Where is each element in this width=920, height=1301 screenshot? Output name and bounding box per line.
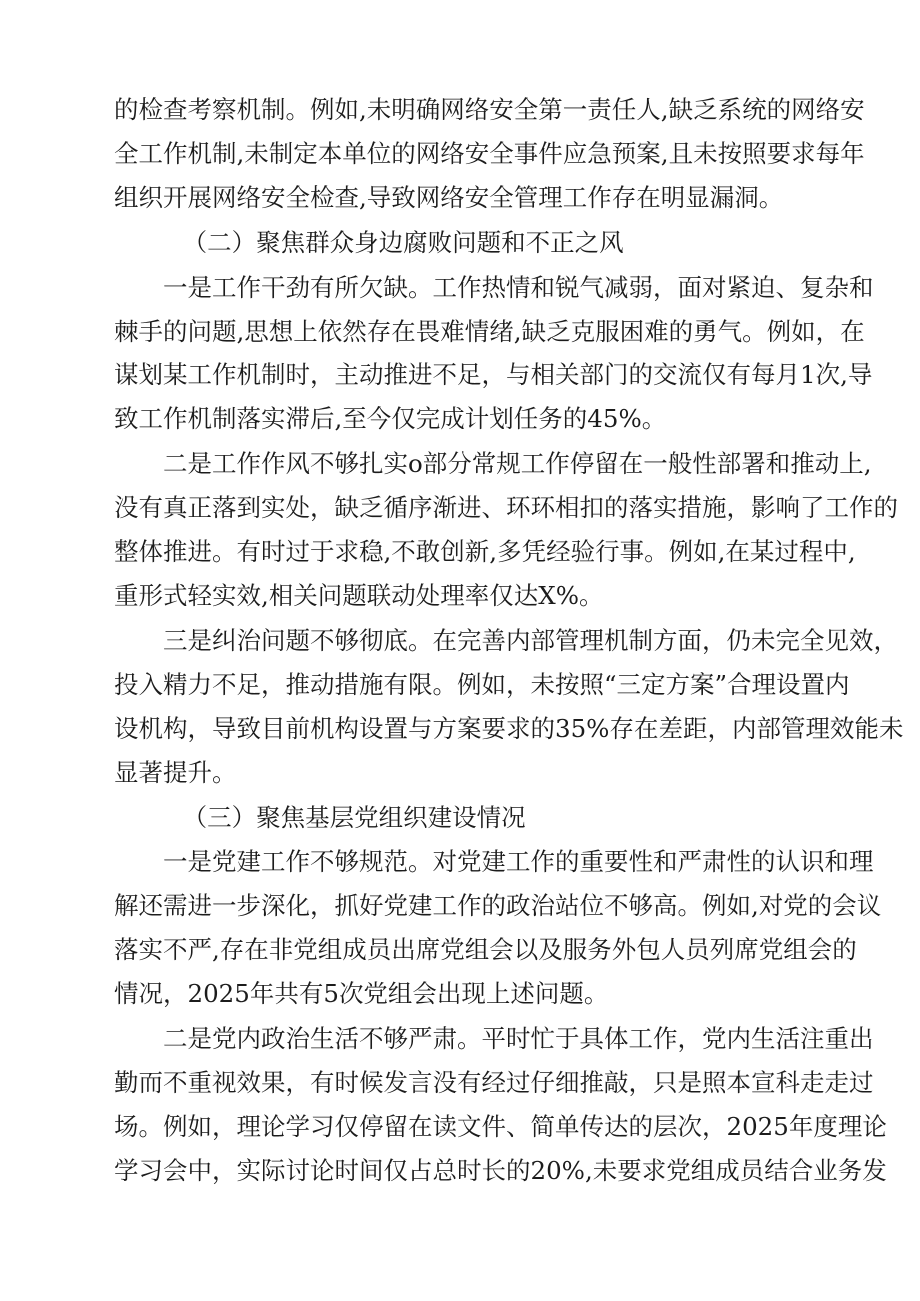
text-line: 棘手的问题,思想上依然存在畏难情绪,缺乏克服困难的勇气。例如，在 xyxy=(114,316,865,346)
paragraph-continuation xyxy=(114,88,865,220)
paragraph-rectification xyxy=(114,619,904,795)
text-line: 情况，2025年共有5次党组会出现上述问题。 xyxy=(114,979,609,1009)
document-body xyxy=(114,88,904,1194)
text-line: 二是工作作风不够扎实o部分常规工作停留在一般性部署和推动上, xyxy=(163,449,872,479)
paragraph-work-style xyxy=(114,442,898,618)
text-line: 勤而不重视效果，有时候发言没有经过仔细推敲，只是照本宣科走走过 xyxy=(114,1067,874,1097)
text-line: 落实不严,存在非党组成员出席党组会以及服务外包人员列席党组会的 xyxy=(114,935,857,965)
text-line: 全工作机制,未制定本单位的网络安全事件应急预案,且未按照要求每年 xyxy=(114,138,865,168)
section-heading-2 xyxy=(114,221,832,265)
text-line: 一是党建工作不够规范。对党建工作的重要性和严肃性的认识和理 xyxy=(163,847,874,877)
text-line: 的检查考察机制。例如,未明确网络安全第一责任人,缺乏系统的网络安 xyxy=(114,95,865,124)
text-line: 没有真正落到实处，缺乏循序渐进、环环相扣的落实措施，影响了工作的 xyxy=(114,493,898,523)
text-line: 组织开展网络安全检查,导致网络安全管理工作存在明显漏洞。 xyxy=(114,182,784,212)
paragraph-political-life xyxy=(114,1017,887,1193)
text-line: 一是工作干劲有所欠缺。工作热情和锐气减弱，面对紧迫、复杂和 xyxy=(163,272,874,302)
text-line: 学习会中，实际讨论时间仅占总时长的20%,未要求党组成员结合业务发 xyxy=(114,1155,887,1185)
paragraph-party-building xyxy=(114,840,882,1016)
text-line: 致工作机制落实滞后,至今仅完成计划任务的45%。 xyxy=(114,404,667,434)
text-line: 重形式轻实效,相关问题联动处理率仅达X%。 xyxy=(114,580,604,610)
heading-text: （三）聚焦基层党组织建设情况 xyxy=(182,802,526,832)
text-line: 整体推进。有时过于求稳,不敢创新,多凭经验行事。例如,在某过程中, xyxy=(114,537,856,567)
text-line: 三是纠治问题不够彻底。在完善内部管理机制方面，仍未完全见效， xyxy=(163,625,898,655)
text-line: 解还需进一步深化，抓好党建工作的政治站位不够高。例如,对党的会议 xyxy=(114,891,882,921)
text-line: 设机构，导致目前机构设置与方案要求的35%存在差距，内部管理效能未 xyxy=(114,713,904,743)
text-line: 投入精力不足，推动措施有限。例如，未按照“三定方案”合理设置内 xyxy=(114,669,850,699)
heading-text: （二）聚焦群众身边腐败问题和不正之风 xyxy=(182,227,624,257)
paragraph-work-drive xyxy=(114,266,874,442)
text-line: 显著提升。 xyxy=(114,757,237,787)
section-heading-3 xyxy=(114,796,832,840)
text-line: 谋划某工作机制时，主动推进不足，与相关部门的交流仅有每月1次,导 xyxy=(114,360,873,390)
text-line: 二是党内政治生活不够严肃。平时忙于具体工作，党内生活注重出 xyxy=(163,1024,874,1054)
text-line: 场。例如，理论学习仅停留在读文件、简单传达的层次，2025年度理论 xyxy=(114,1111,887,1141)
